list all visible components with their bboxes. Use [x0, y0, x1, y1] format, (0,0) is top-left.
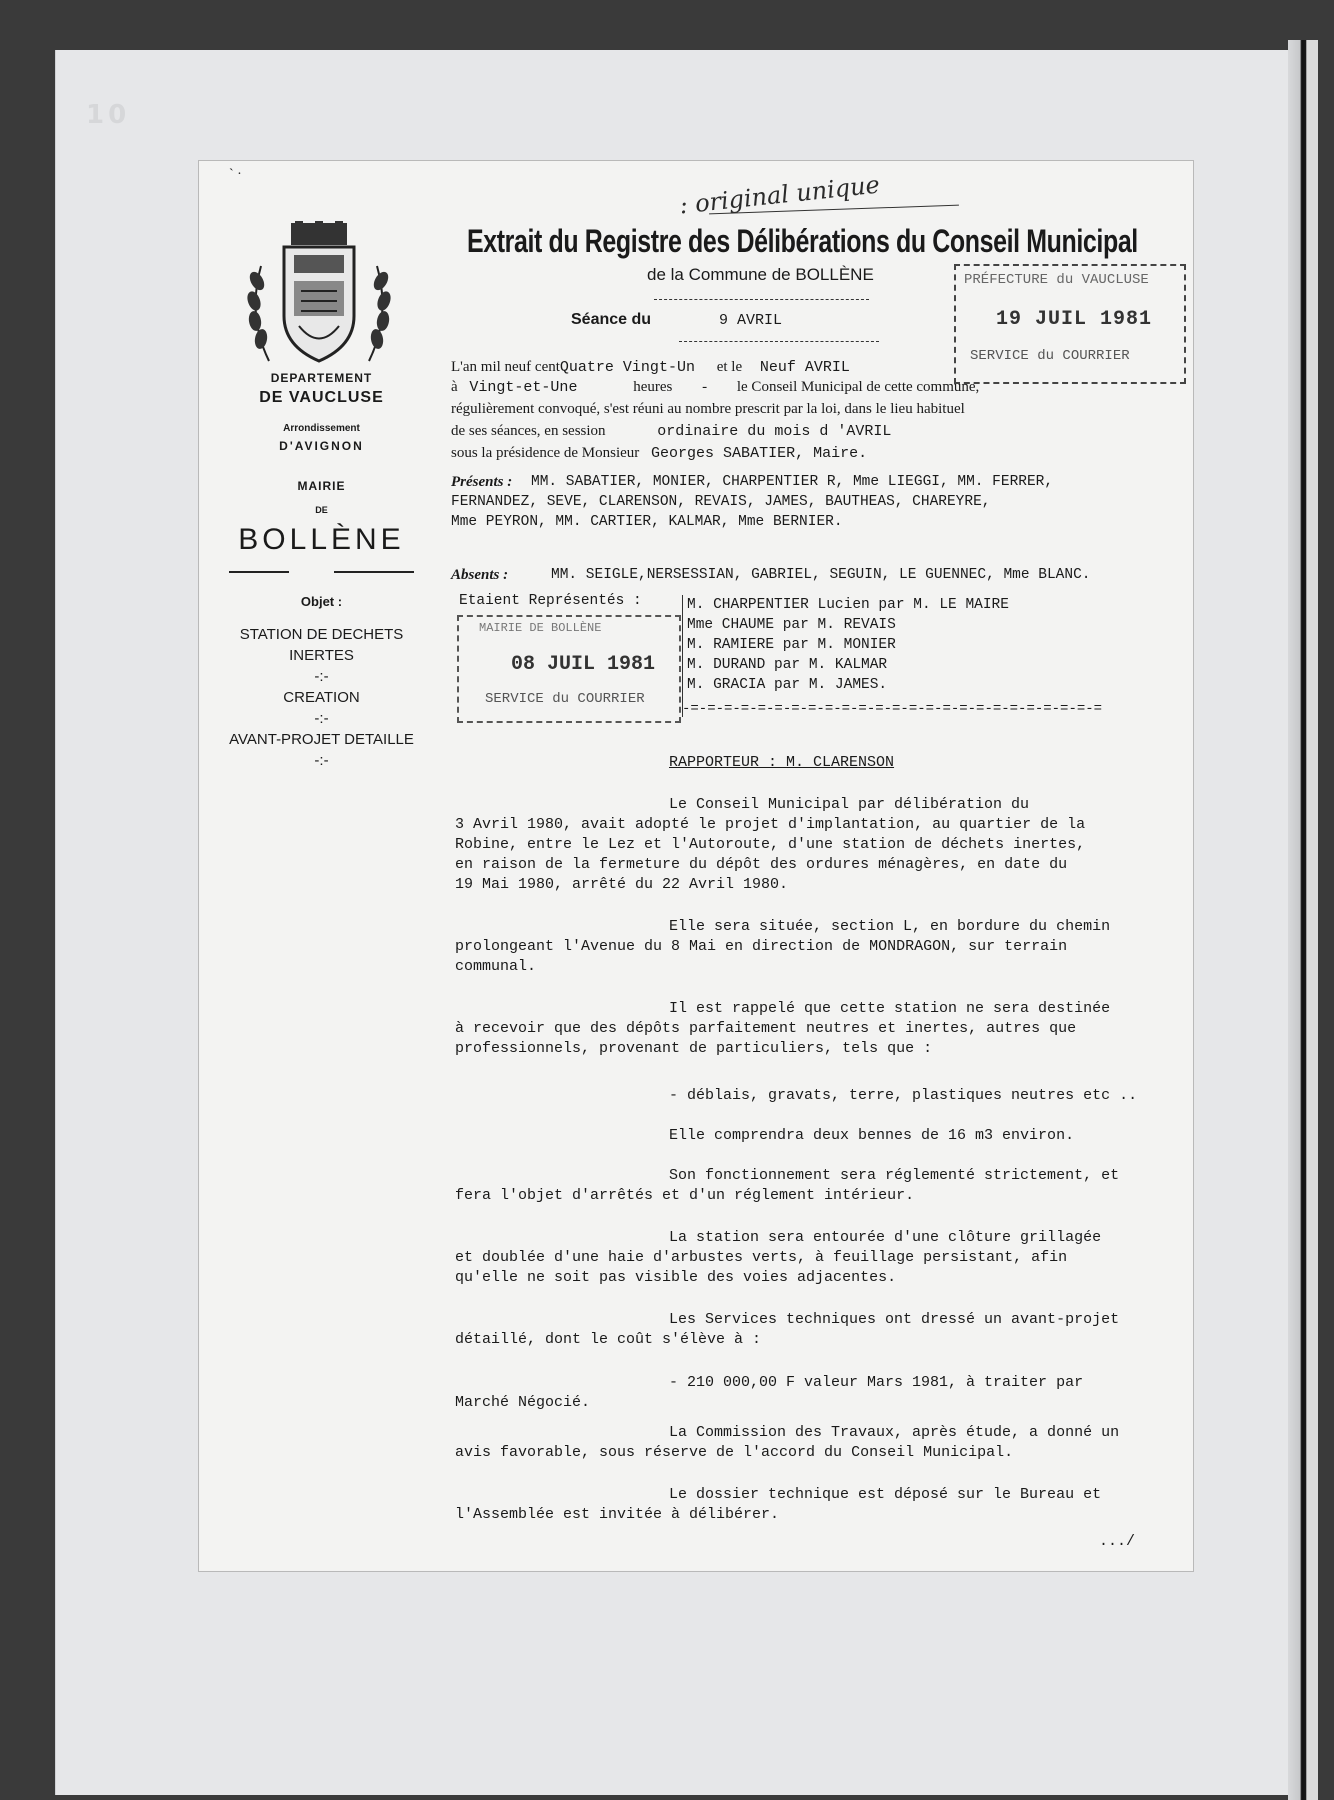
departement-name: DE VAUCLUSE	[259, 389, 384, 406]
intro-dash: -	[702, 379, 708, 395]
intro-line-1	[451, 359, 850, 376]
divider-right	[334, 571, 414, 573]
prefecture-stamp-title: PRÉFECTURE du VAUCLUSE	[964, 272, 1149, 288]
corner-mark: ` ·	[229, 167, 242, 182]
continuation-mark: .../	[1099, 1533, 1136, 1550]
p1-line: 19 Mai 1980, arrêté du 22 Avril 1980.	[455, 876, 789, 893]
intro-heures: heures	[633, 379, 673, 395]
document-sheet	[198, 160, 1194, 1572]
intro-day: Neuf AVRIL	[759, 359, 850, 376]
p7-line: qu'elle ne soit pas visible des voies adjacentes.	[455, 1269, 897, 1286]
objet-line: STATION DE DECHETS	[239, 626, 404, 643]
presents-line-1: MM. SABATIER, MONIER, CHARPENTIER R, Mme LIEGGI, MM. FERRER,	[531, 474, 1054, 490]
arrondissement-name: D'AVIGNON	[279, 439, 364, 453]
intro-line-3: régulièrement convoqué, s'est réuni au nombre prescrit par la loi, dans le lieu habituel	[451, 401, 965, 417]
document-subtitle: de la Commune de BOLLÈNE	[647, 265, 874, 284]
representant: Mme CHAUME par M. REVAIS	[687, 617, 896, 633]
rapporteur: RAPPORTEUR : M. CLARENSON	[669, 754, 895, 771]
representes-divider	[682, 595, 683, 717]
intro-line-4	[451, 423, 891, 440]
representant: M. DURAND par M. KALMAR	[687, 657, 888, 673]
objet-line: INERTES	[289, 647, 354, 664]
objet-label: Objet :	[300, 594, 343, 609]
representant: M. RAMIERE par M. MONIER	[687, 637, 896, 653]
subtitle-dashes	[654, 299, 869, 300]
p1-line: Le Conseil Municipal par délibération du	[669, 796, 1030, 813]
intro-line-5	[451, 445, 867, 462]
representant: M. CHARPENTIER Lucien par M. LE MAIRE	[687, 597, 1009, 613]
p1-line: en raison de la fermeture du dépôt des ordures ménagères, en date du	[455, 856, 1068, 873]
intro-session-type: ordinaire du mois d 'AVRIL	[657, 423, 892, 440]
presents-label: Présents :	[451, 474, 513, 490]
seance-label: Séance du	[571, 311, 652, 328]
p11-line: Le dossier technique est déposé sur le Bureau et	[669, 1486, 1102, 1503]
p11-line: l'Assemblée est invitée à délibérer.	[455, 1506, 780, 1523]
p1-line: Robine, entre le Lez et l'Autoroute, d'une station de déchets inertes,	[455, 836, 1086, 853]
p2-line: prolongeant l'Avenue du 8 Mai en direction de MONDRAGON, sur terrain	[455, 938, 1068, 955]
intro-presidence: sous la présidence de Monsieur	[451, 445, 640, 461]
p6-line: Son fonctionnement sera réglementé strictement, et	[669, 1167, 1120, 1184]
p2-line: communal.	[455, 958, 537, 975]
divider-left	[229, 571, 289, 573]
left-column	[199, 161, 444, 1571]
p4-line: - déblais, gravats, terre, plastiques neutres etc ..	[669, 1087, 1138, 1104]
prefecture-stamp-date: 19 JUIL 1981	[996, 308, 1153, 331]
intro-and: et le	[716, 359, 743, 375]
seance-dashes	[679, 341, 879, 342]
representes-label: Etaient Représentés :	[459, 593, 642, 609]
p10-line: avis favorable, sous réserve de l'accord du Conseil Municipal.	[455, 1444, 1014, 1461]
intro-line-2	[451, 379, 979, 396]
document-title: Extrait du Registre des Délibérations du Conseil Municipal	[467, 223, 1138, 259]
commune-name: BOLLÈNE	[238, 523, 405, 556]
mairie-stamp-date: 08 JUIL 1981	[511, 653, 656, 676]
p3-line: à recevoir que des dépôts parfaitement neutres et inertes, autres que	[455, 1020, 1077, 1037]
handwritten-note: : original unique	[678, 170, 881, 220]
objet-line: CREATION	[283, 689, 360, 706]
intro-session: de ses séances, en session	[451, 423, 606, 439]
p1-line: 3 Avril 1980, avait adopté le projet d'implantation, au quartier de la	[455, 816, 1086, 833]
prefecture-stamp-service: SERVICE du COURRIER	[970, 348, 1130, 364]
p8-line: détaillé, dont le coût s'élève à :	[455, 1331, 762, 1348]
p6-line: fera l'objet d'arrêtés et d'un réglement intérieur.	[455, 1187, 915, 1204]
p3-line: professionnels, provenant de particuliers, tels que :	[455, 1040, 933, 1057]
intro-year-prefix: L'an mil neuf cent	[451, 359, 560, 375]
presents-line-2: FERNANDEZ, SEVE, CLARENSON, REVAIS, JAMES, BAUTHEAS, CHAREYRE,	[451, 494, 991, 510]
p8-line: Les Services techniques ont dressé un avant-projet	[669, 1311, 1120, 1328]
mairie-stamp	[457, 615, 681, 723]
p2-line: Elle sera située, section L, en bordure du chemin	[669, 918, 1111, 935]
arrondissement-label: Arrondissement	[283, 423, 360, 434]
prefecture-stamp	[954, 264, 1186, 384]
objet-line: AVANT-PROJET DETAILLE	[229, 731, 414, 748]
p9-line: Marché Négocié.	[455, 1394, 591, 1411]
p3-line: Il est rappelé que cette station ne sera destinée	[669, 1000, 1111, 1017]
p9-line: - 210 000,00 F valeur Mars 1981, à traiter par	[669, 1374, 1084, 1391]
intro-year: Quatre Vingt-Un	[559, 359, 695, 376]
absents-label: Absents :	[451, 567, 509, 583]
intro-a: à	[451, 379, 458, 395]
intro-hour: Vingt-et-Une	[469, 379, 578, 396]
p5-line: Elle comprendra deux bennes de 16 m3 environ.	[669, 1127, 1075, 1144]
representant: M. GRACIA par M. JAMES.	[687, 677, 888, 693]
objet-line: -:-	[314, 752, 329, 769]
objet-line: -:-	[314, 710, 329, 727]
intro-conseil: le Conseil Municipal de cette commune,	[736, 379, 980, 395]
mairie-stamp-title: MAIRIE DE BOLLÈNE	[479, 621, 602, 635]
p7-line: La station sera entourée d'une clôture grillagée	[669, 1229, 1102, 1246]
faint-page-number: 10	[86, 100, 131, 130]
section-separator: -=-=-=-=-=-=-=-=-=-=-=-=-=-=-=-=-=-=-=-=-=-=-=-=-=	[682, 701, 1103, 717]
intro-president: Georges SABATIER, Maire.	[651, 445, 868, 462]
departement-label: DEPARTEMENT	[270, 371, 373, 385]
p7-line: et doublée d'une haie d'arbustes verts, à feuillage persistant, afin	[455, 1249, 1068, 1266]
seance-date: 9 AVRIL	[719, 312, 783, 329]
absents-list: MM. SEIGLE,NERSESSIAN, GABRIEL, SEGUIN, LE GUENNEC, Mme BLANC.	[551, 567, 1091, 583]
mairie-stamp-service: SERVICE du COURRIER	[485, 691, 645, 707]
coat-of-arms-icon	[239, 221, 399, 371]
mairie-label: MAIRIE	[297, 479, 346, 493]
page-edge	[1288, 40, 1318, 1800]
p10-line: La Commission des Travaux, après étude, a donné un	[669, 1424, 1120, 1441]
presents-line-3: Mme PEYRON, MM. CARTIER, KALMAR, Mme BERNIER.	[451, 514, 843, 530]
objet-line: -:-	[314, 668, 329, 685]
mairie-de: DE	[315, 505, 328, 515]
